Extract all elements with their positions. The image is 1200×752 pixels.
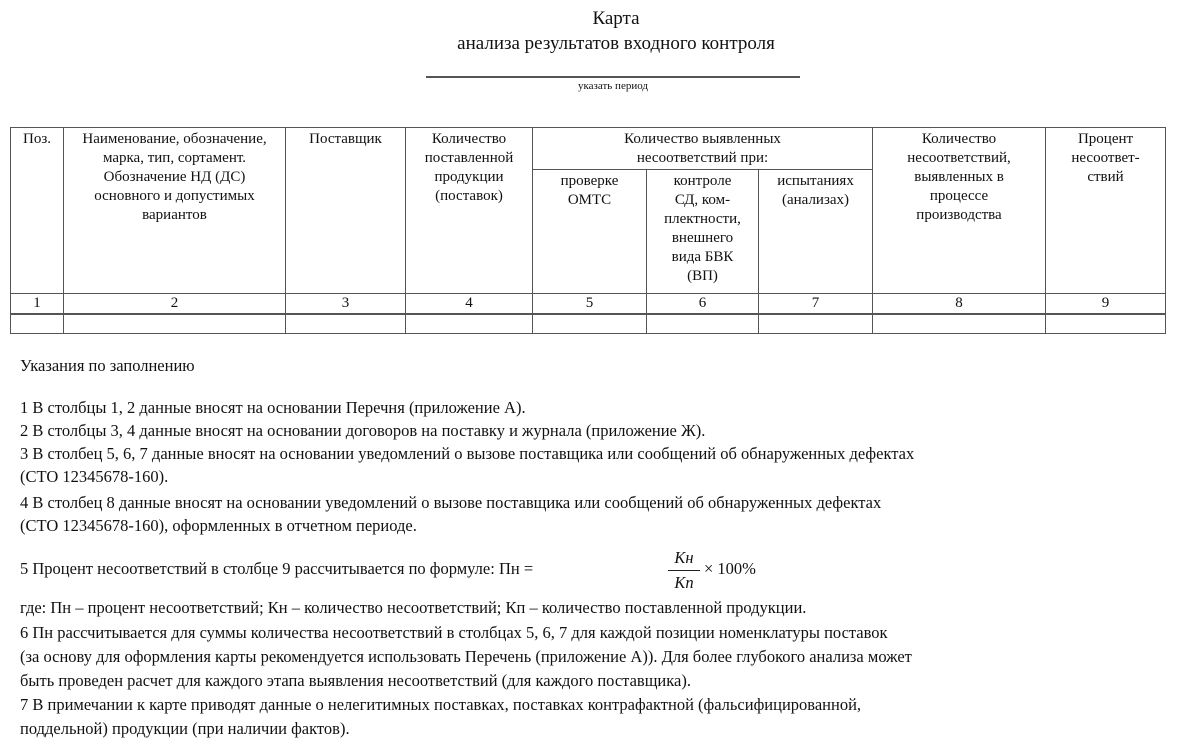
instruction-line: 1 В столбцы 1, 2 данные вносят на основании Перечня (приложение А). [20,398,526,417]
cell-name[interactable] [64,314,286,334]
cell-tests[interactable] [759,314,873,334]
table-row [11,314,1166,334]
cell-omts[interactable] [533,314,647,334]
formula-multiplier: × 100% [704,559,756,578]
formula-denominator: Кп [674,573,694,592]
column-number: 6 [647,294,759,315]
cell-sd-control[interactable] [647,314,759,334]
formula-fraction [668,547,700,594]
cell-production[interactable] [873,314,1046,334]
instruction-line: поддельной) продукции (при наличии фактов). [20,719,350,738]
column-number: 2 [64,294,286,315]
column-number: 7 [759,294,873,315]
document-subtitle: анализа результатов входного контроля [457,33,775,54]
column-number: 4 [406,294,533,315]
cell-supplier[interactable] [286,314,406,334]
header-supplier: Поставщик [286,128,406,294]
header-sd-control: контроле СД, ком-плектности, внешнего вида БВК (ВП) [647,170,759,294]
formula-numerator: Кн [674,548,694,567]
header-quantity: Количество поставленной продукции (поставок) [406,128,533,294]
header-tests: испытаниях (анализах) [759,170,873,294]
instruction-line: быть проведен расчет для каждого этапа выявления несоответствий (для каждого поставщика). [20,671,691,690]
fraction-bar [668,570,700,571]
period-label: указать период [577,80,648,92]
header-omts-check: проверке ОМТС [533,170,647,294]
cell-pos[interactable] [11,314,64,334]
header-name: Наименование, обозначение, марка, тип, сортамент. Обозначение НД (ДС) основного и допустимых вариантов [64,128,286,294]
column-number: 8 [873,294,1046,315]
header-percent: Процент несоответ-ствий [1046,128,1166,294]
instruction-line: (СТО 12345678-160). [20,467,169,486]
column-number: 1 [11,294,64,315]
instruction-line: 2 В столбцы 3, 4 данные вносят на основании договоров на поставку и журнала (приложение Ж). [20,421,706,440]
instruction-line: (за основу для оформления карты рекомендуется использовать Перечень (приложение А)). Для более глубокого анализа может [20,647,912,666]
instruction-line: 6 Пн рассчитывается для суммы количества несоответствий в столбцах 5, 6, 7 для каждой позиции номенклатуры поставок [20,623,888,642]
column-number: 9 [1046,294,1166,315]
instructions-heading: Указания по заполнению [20,356,195,375]
instruction-line: (СТО 12345678-160), оформленных в отчетном периоде. [20,516,417,535]
formula-text: 5 Процент несоответствий в столбце 9 рассчитывается по формуле: Пн = [20,559,534,578]
header-production: Количество несоответствий, выявленных в процессе производства [873,128,1046,294]
header-nonconformities-group: Количество выявленных несоответствий при: [533,128,873,170]
instruction-line: 4 В столбец 8 данные вносят на основании уведомлений о вызове поставщика или сообщений об обнаруженных дефектах [20,493,882,512]
header-pos: Поз. [11,128,64,294]
cell-percent[interactable] [1046,314,1166,334]
instruction-line: 3 В столбец 5, 6, 7 данные вносят на основании уведомлений о вызове поставщика или сообщений об обнаруженных дефектах [20,444,915,463]
period-input-line[interactable] [426,76,800,78]
instruction-line: где: Пн – процент несоответствий; Кн – количество несоответствий; Кп – количество поставленной продукции. [20,598,807,617]
column-number: 3 [286,294,406,315]
document-title: Карта [592,8,640,29]
column-number: 5 [533,294,647,315]
analysis-table [10,127,1166,334]
instruction-line: 7 В примечании к карте приводят данные о нелегитимных поставках, поставках контрафактной (фальсифицированной, [20,695,862,714]
cell-quantity[interactable] [406,314,533,334]
